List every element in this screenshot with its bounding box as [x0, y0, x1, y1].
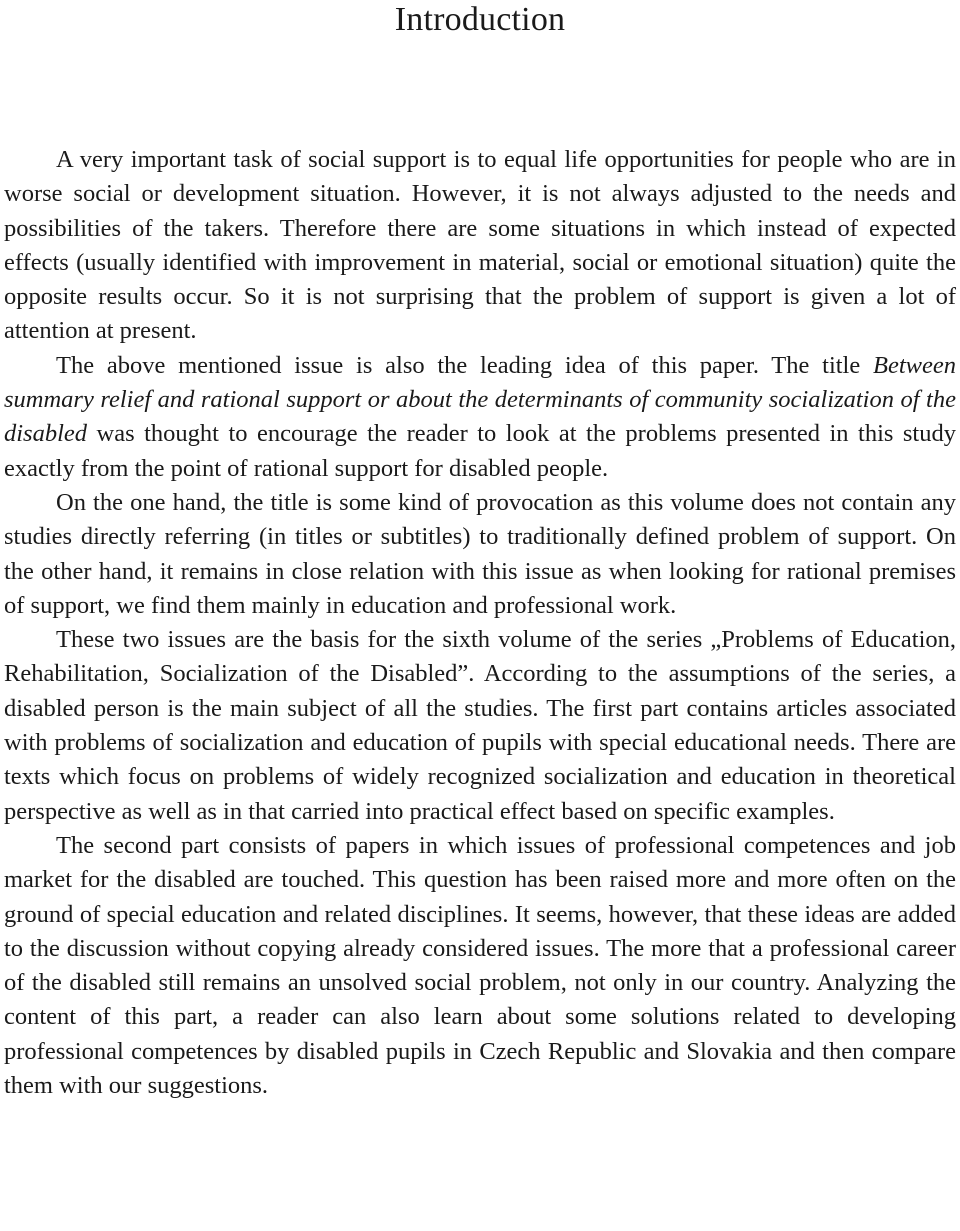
- paragraph-2-lead: The above mentioned issue is also the leading idea of this paper. The title: [56, 351, 873, 379]
- paragraph-2-italic-title: Between summary relief and rational support or about the determinants of community socialization of the disabled: [4, 351, 956, 448]
- paragraph-2: [4, 349, 956, 486]
- page-title: Introduction: [394, 1, 566, 38]
- paragraph-2-tail: was thought to encourage the reader to look at the problems presented in this study exactly from the point of rational support for disabled people.: [4, 420, 956, 482]
- paragraph-4: These two issues are the basis for the sixth volume of the series „Problems of Education, Rehabilitation, Socialization of the Disabled”. According to the assumptions of the series, a disabled person is the main subject of all the studies. The first part contains articles associated with problems of socialization and education of pupils with special educational needs. There are texts which focus on problems of widely recognized socialization and education in theoretical perspective as well as in that carried into practical effect based on specific examples.: [4, 626, 956, 825]
- document-body: [4, 143, 956, 1103]
- paragraph-1: A very important task of social support is to equal life opportunities for people who are in worse social or development situation. However, it is not always adjusted to the needs and possibilities of the takers. Therefore there are some situations in which instead of expected effects (usually identified with improvement in material, social or emotional situation) quite the opposite results occur. So it is not surprising that the problem of support is given a lot of attention at present.: [4, 146, 956, 345]
- paragraph-3: On the one hand, the title is some kind of provocation as this volume does not contain any studies directly referring (in titles or subtitles) to traditionally defined problem of support. On the other hand, it remains in close relation with this issue as when looking for rational premises of support, we find them mainly in education and professional work.: [4, 488, 956, 619]
- paragraph-5: The second part consists of papers in which issues of professional competences and job market for the disabled are touched. This question has been raised more and more often on the ground of special education and related disciplines. It seems, however, that these ideas are added to the discussion without copying already considered issues. The more that a professional career of the disabled still remains an unsolved social problem, not only in our country. Analyzing the content of this part, a reader can also learn about some solutions related to developing professional competences by disabled pupils in Czech Republic and Slovakia and then compare them with our suggestions.: [4, 831, 956, 1100]
